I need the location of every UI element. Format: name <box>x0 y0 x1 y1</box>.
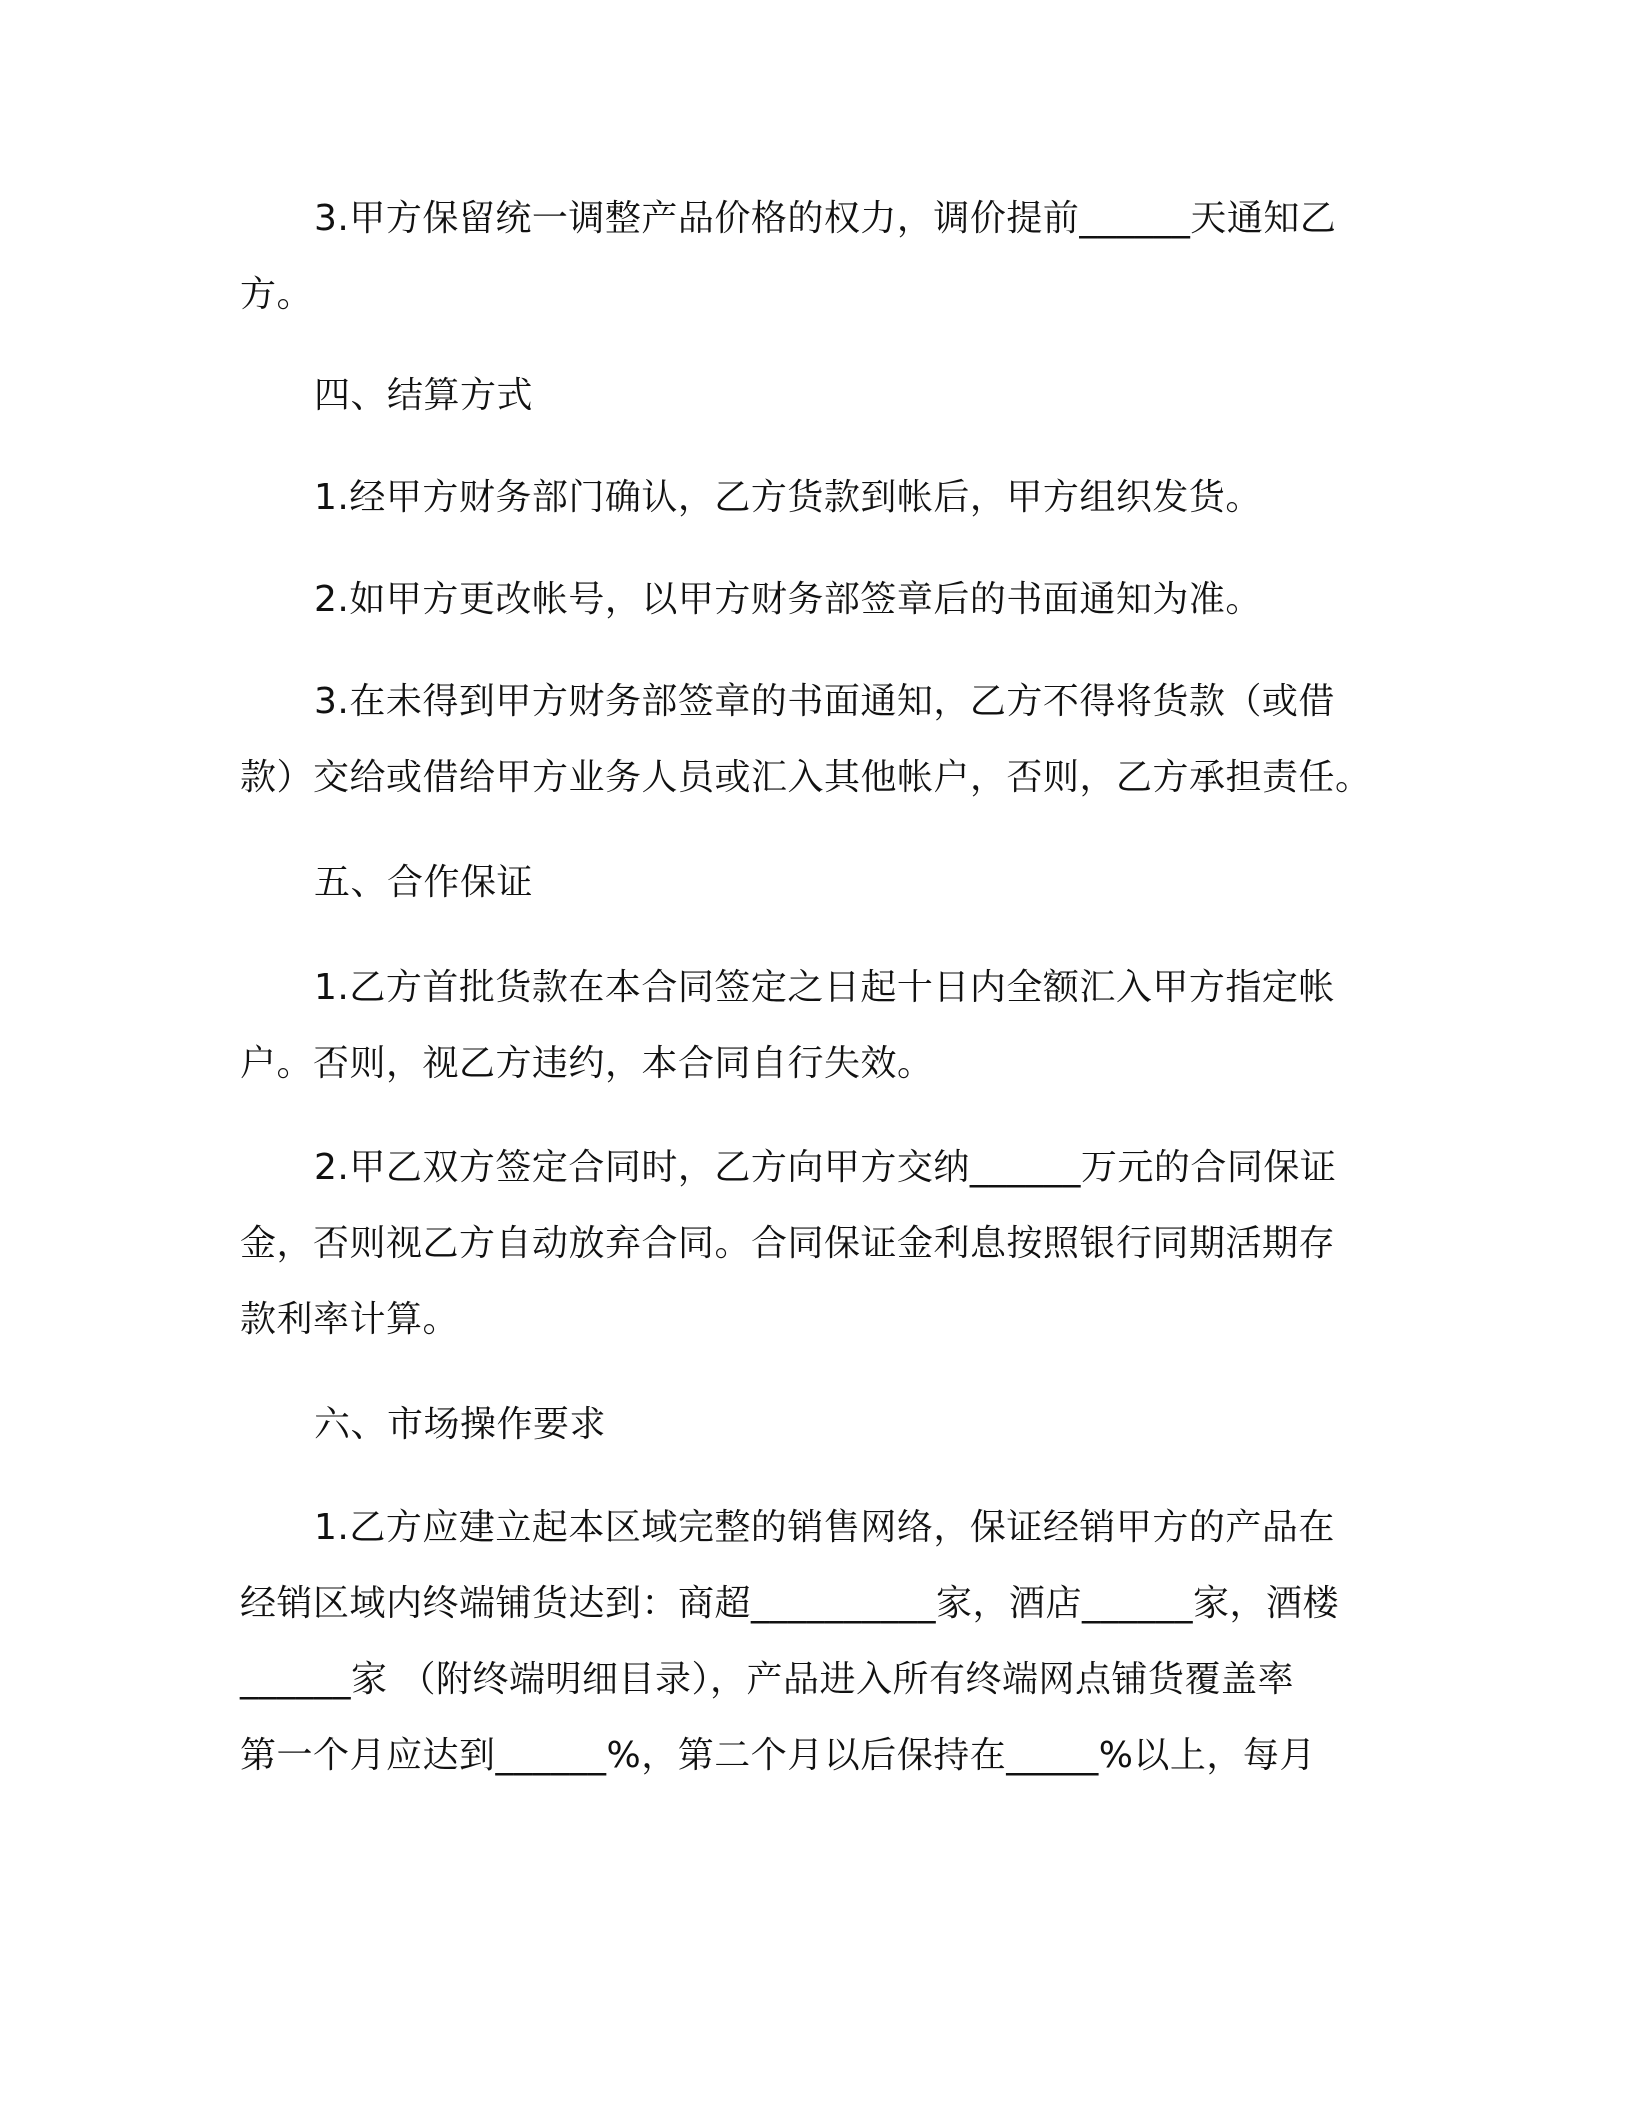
section-4-item-1: 1.经甲方财务部门确认，乙方货款到帐后，甲方组织发货。 <box>314 477 1262 518</box>
section-5-heading: 五、合作保证 <box>314 862 534 903</box>
section-6-heading: 六、市场操作要求 <box>314 1404 607 1445</box>
section-6-item-1-line-2: 经销区域内终端铺货达到：商超__________家，酒店______家，酒楼 <box>240 1583 1340 1624</box>
section-5-item-2-line-3: 款利率计算。 <box>240 1299 460 1340</box>
section-5-item-1-line-2: 户。否则，视乙方违约，本合同自行失效。 <box>240 1043 934 1084</box>
section-4-item-3-line-1: 3.在未得到甲方财务部签章的书面通知，乙方不得将货款（或借 <box>314 681 1335 722</box>
section-4-heading: 四、结算方式 <box>314 375 534 416</box>
clause-3-price-adjustment-line-1: 3.甲方保留统一调整产品价格的权力，调价提前______天通知乙 <box>314 198 1337 239</box>
section-5-item-1-line-1: 1.乙方首批货款在本合同签定之日起十日内全额汇入甲方指定帐 <box>314 967 1335 1008</box>
clause-3-price-adjustment-line-2: 方。 <box>240 274 314 315</box>
section-4-item-3-line-2: 款）交给或借给甲方业务人员或汇入其他帐户，否则，乙方承担责任。 <box>240 757 1372 798</box>
section-6-item-1-line-1: 1.乙方应建立起本区域完整的销售网络，保证经销甲方的产品在 <box>314 1507 1335 1548</box>
section-5-item-2-line-1: 2.甲乙双方签定合同时，乙方向甲方交纳______万元的合同保证 <box>314 1147 1337 1188</box>
section-5-item-2-line-2: 金，否则视乙方自动放弃合同。合同保证金利息按照银行同期活期存 <box>240 1223 1336 1264</box>
section-4-item-2: 2.如甲方更改帐号，以甲方财务部签章后的书面通知为准。 <box>314 579 1262 620</box>
section-6-item-1-line-4: 第一个月应达到______%，第二个月以后保持在_____%以上，每月 <box>240 1735 1316 1776</box>
section-6-item-1-line-3: ______家 （附终端明细目录），产品进入所有终端网点铺货覆盖率 <box>240 1659 1294 1700</box>
